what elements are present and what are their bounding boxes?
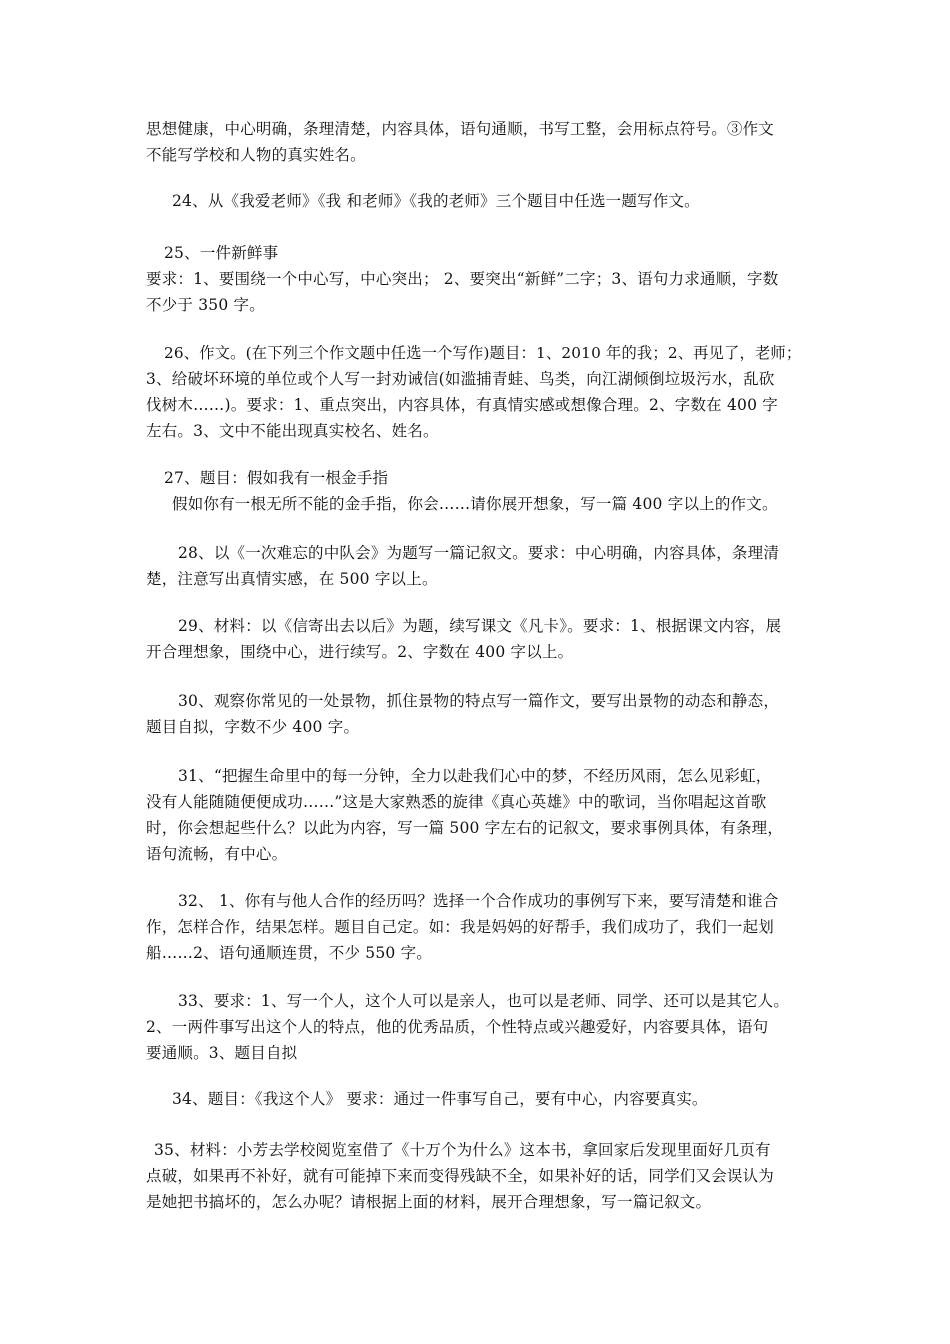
paragraph-35	[146, 1137, 810, 1215]
text-line: 32、 1、你有与他人合作的经历吗？选择一个合作成功的事例写下来，要写清楚和谁合	[178, 892, 779, 910]
paragraph-34	[146, 1086, 810, 1112]
text-line: 点破，如果再不补好，就有可能掉下来而变得残缺不全，如果补好的话，同学们又会误认为	[146, 1167, 775, 1185]
text-line: 是她把书搞坏的，怎么办呢？请根据上面的材料，展开合理想象，写一篇记叙文。	[146, 1193, 712, 1211]
text-line: 不能写学校和人物的真实姓名。	[146, 146, 366, 164]
paragraph-25	[146, 240, 810, 318]
paragraph-27	[146, 465, 810, 517]
text-line: 假如你有一根无所不能的金手指，你会……请你展开想象，写一篇 400 字以上的作文。	[172, 495, 778, 513]
text-line: 2、一两件事写出这个人的特点，他的优秀品质，个性特点或兴趣爱好，内容要具体，语句	[146, 1018, 769, 1036]
text-line: 开合理想象，围绕中心，进行续写。2、字数在 400 字以上。	[146, 643, 574, 661]
text-line: 语句流畅，有中心。	[146, 845, 288, 863]
text-line: 左右。3、文中不能出现真实校名、姓名。	[146, 422, 439, 440]
paragraph-29	[146, 613, 810, 665]
paragraph-24	[146, 188, 810, 214]
paragraph-requirements-continued	[146, 116, 810, 168]
text-line: 31、“把握生命里中的每一分钟，全力以赴我们心中的梦，不经历风雨，怎么见彩虹，	[178, 767, 772, 785]
text-line: 题目自拟，字数不少 400 字。	[146, 718, 360, 736]
text-line: 不少于 350 字。	[146, 296, 265, 314]
text-line: 28、以《一次难忘的中队会》为题写一篇记叙文。要求：中心明确，内容具体，条理清	[178, 544, 780, 562]
text-line: 34、题目：《我这个人》 要求：通过一件事写自己，要有中心，内容要真实。	[172, 1090, 708, 1108]
text-line: 29、材料：以《信寄出去以后》为题，续写课文《凡卡》。要求：1、根据课文内容，展	[178, 617, 782, 635]
paragraph-30	[146, 688, 810, 740]
paragraph-31	[146, 763, 810, 867]
text-line: 24、从《我爱老师》《我 和老师》《我的老师》三个题目中任选一题写作文。	[172, 192, 700, 210]
text-line: 35、材料：小芳去学校阅览室借了《十万个为什么》这本书，拿回家后发现里面好几页有	[154, 1141, 771, 1159]
text-line: 3、给破坏环境的单位或个人写一封劝诫信(如滥捕青蛙、鸟类，向江湖倾倒垃圾污水，乱砍	[146, 370, 775, 388]
paragraph-26	[146, 340, 810, 444]
text-line: 伐树木……)。要求：1、重点突出，内容具体，有真情实感或想像合理。2、字数在 400 字	[146, 396, 779, 414]
text-line: 作，怎样合作，结果怎样。题目自己定。如：我是妈妈的好帮手，我们成功了，我们一起划	[146, 918, 775, 936]
text-line: 25、一件新鲜事	[164, 244, 279, 262]
text-line: 思想健康，中心明确，条理清楚，内容具体，语句通顺，书写工整，会用标点符号。③作文	[146, 120, 775, 138]
text-line: 时，你会想起些什么？以此为内容，写一篇 500 字左右的记叙文，要求事例具体，有条理，	[146, 819, 784, 837]
text-line: 船……2、语句通顺连贯，不少 550 字。	[146, 944, 433, 962]
text-line: 30、观察你常见的一处景物，抓住景物的特点写一篇作文，要写出景物的动态和静态，	[178, 692, 780, 710]
text-line: 27、题目：假如我有一根金手指	[164, 469, 389, 487]
text-line: 要求：1、要围绕一个中心写，中心突出； 2、要突出“新鲜”二字；3、语句力求通顺，字数	[146, 270, 779, 288]
text-line: 没有人能随随便便成功……”这是大家熟悉的旋律《真心英雄》中的歌词，当你唱起这首歌	[146, 793, 767, 811]
paragraph-32	[146, 888, 810, 966]
text-line: 33、要求：1、写一个人，这个人可以是亲人，也可以是老师、同学、还可以是其它人。	[178, 992, 790, 1010]
text-line: 26、作文。(在下列三个作文题中任选一个写作)题目：1、2010 年的我；2、再见了，老师；	[164, 344, 802, 362]
text-line: 要通顺。3、题目自拟	[146, 1044, 298, 1062]
text-line: 楚，注意写出真情实感，在 500 字以上。	[146, 570, 438, 588]
paragraph-28	[146, 540, 810, 592]
paragraph-33	[146, 988, 810, 1066]
